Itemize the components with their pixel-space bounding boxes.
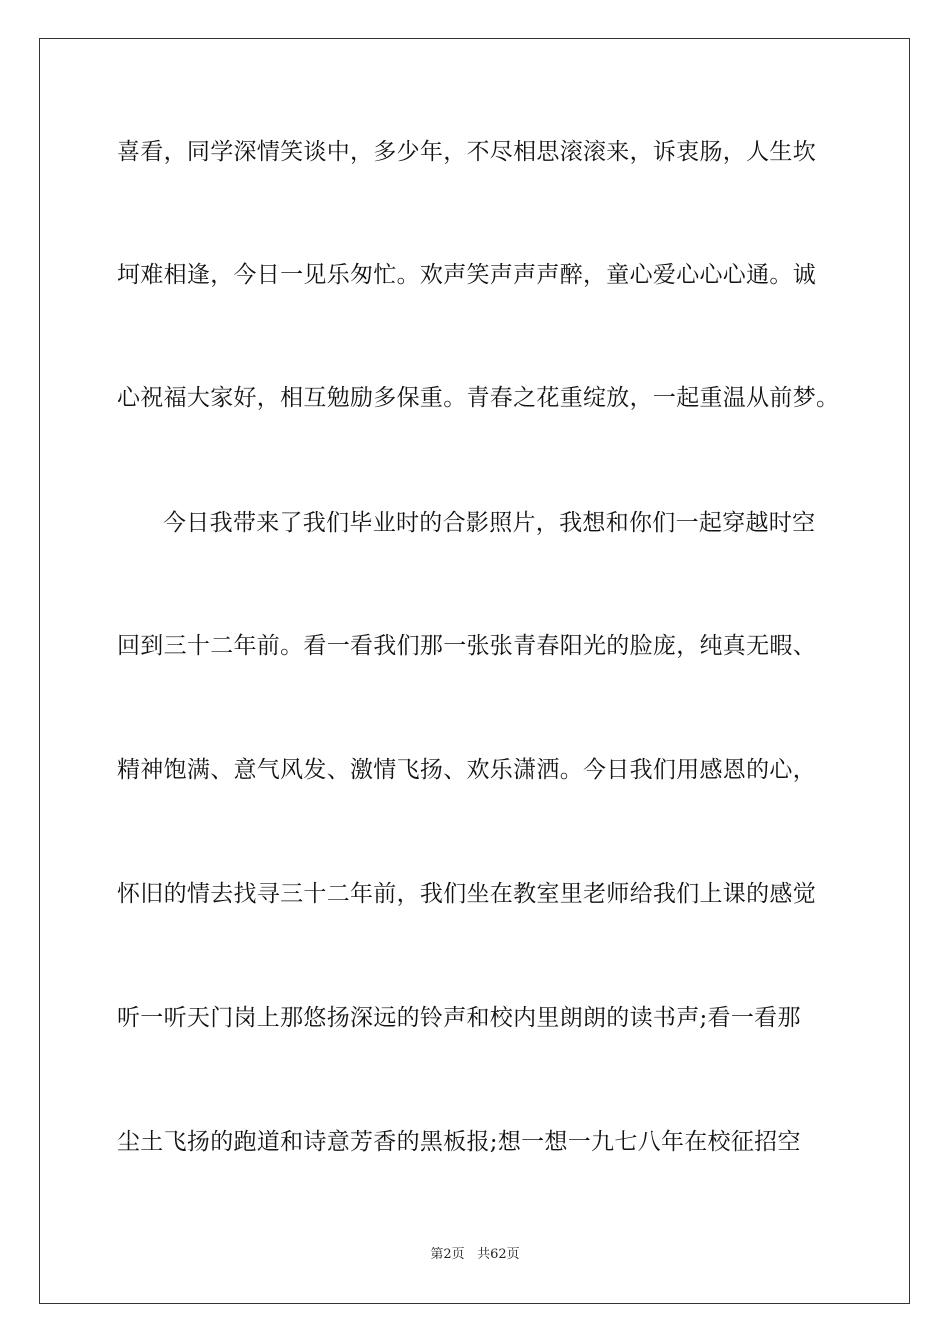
text-line: 听一听天门岗上那悠扬深远的铃声和校内里朗朗的读书声;看一看那: [117, 1005, 801, 1031]
text-line: 怀旧的情去找寻三十二年前，我们坐在教室里老师给我们上课的感觉: [117, 881, 816, 907]
text-line: 尘土飞扬的跑道和诗意芳香的黑板报;想一想一九七八年在校征招空: [117, 1129, 801, 1155]
text-line: 回到三十二年前。看一看我们那一张张青春阳光的脸庞，纯真无暇、: [117, 633, 816, 659]
text-line: 喜看，同学深情笑谈中，多少年，不尽相思滚滚来，诉衷肠，人生坎: [117, 139, 816, 165]
paragraph-first-line: 今日我带来了我们毕业时的合影照片，我想和你们一起穿越时空: [163, 510, 816, 536]
text-line: 坷难相逢，今日一见乐匆忙。欢声笑声声声醉，童心爱心心心通。诚: [117, 262, 816, 288]
text-line: 精神饱满、意气风发、激情飞扬、欢乐潇洒。今日我们用感恩的心，: [117, 757, 816, 783]
page-footer: [0, 1246, 950, 1264]
page-total: 共62页: [477, 1247, 520, 1262]
page-border: [39, 38, 910, 1304]
page-number: 第2页: [430, 1247, 465, 1262]
text-line: 心祝福大家好，相互勉励多保重。青春之花重绽放，一起重温从前梦。: [117, 385, 840, 411]
